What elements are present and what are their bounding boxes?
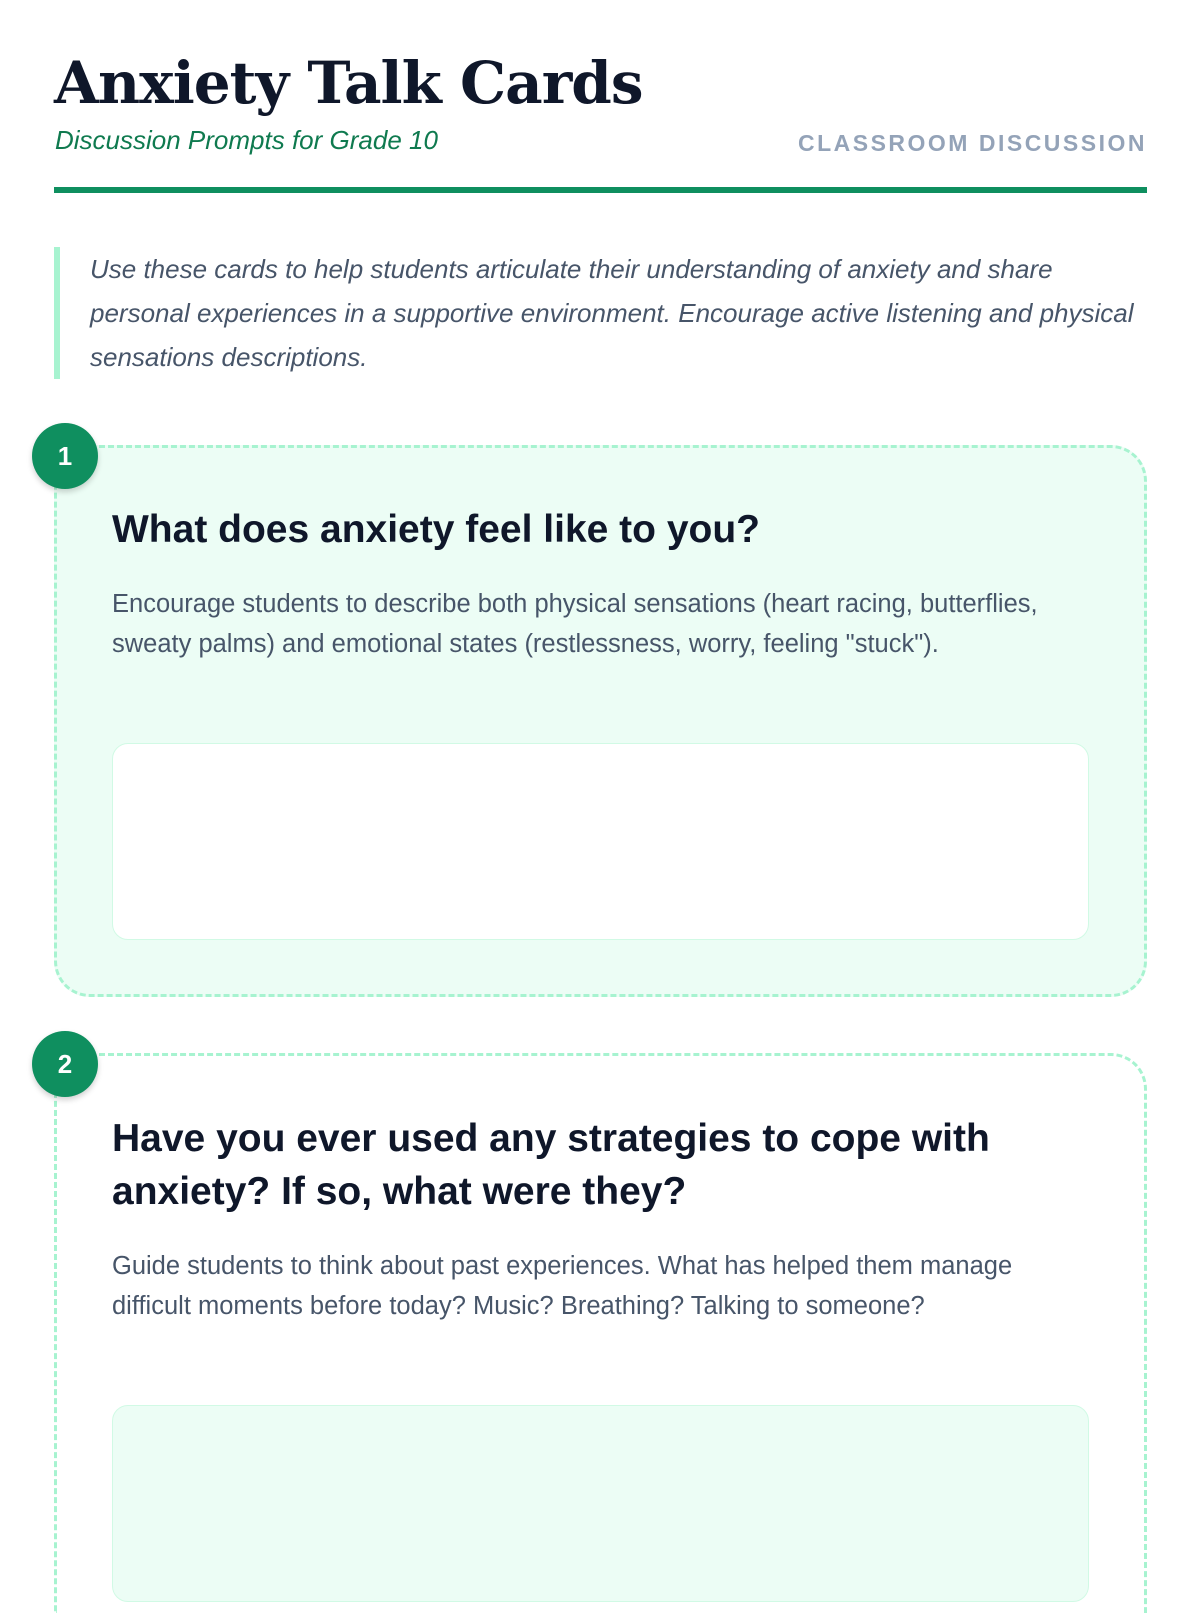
answer-area[interactable] bbox=[112, 743, 1089, 940]
page-subtitle: Discussion Prompts for Grade 10 bbox=[55, 125, 438, 155]
card-question: What does anxiety feel like to you? bbox=[112, 508, 760, 551]
card-question: Have you ever used any strategies to cope with anxiety? If so, what were they? bbox=[112, 1117, 990, 1213]
page-title: Anxiety Talk Cards bbox=[54, 49, 643, 117]
answer-area[interactable] bbox=[112, 1405, 1089, 1602]
card-prompt: Encourage students to describe both physical sensations (heart racing, butterflies, sweaty palms) and emotional states (restlessness, worry, feeling "stuck"). bbox=[112, 590, 1038, 658]
discussion-card-2 bbox=[54, 1048, 1147, 1613]
intro-note: Use these cards to help students articulate their understanding of anxiety and share personal experiences in a supportive environment. Encourage active listening and physical sensations descriptions. bbox=[54, 247, 1147, 379]
category-tag: CLASSROOM DISCUSSION bbox=[797, 130, 1147, 156]
header bbox=[54, 0, 1147, 193]
card-number-badge: 1 bbox=[32, 423, 98, 489]
header-divider bbox=[54, 187, 1147, 193]
discussion-card-1 bbox=[54, 440, 1147, 997]
card-number-badge: 2 bbox=[32, 1031, 98, 1097]
card-prompt: Guide students to think about past experiences. What has helped them manage difficult moments before today? Music? Breathing? Talking to someone? bbox=[112, 1252, 1013, 1320]
worksheet-page bbox=[54, 0, 1147, 1320]
